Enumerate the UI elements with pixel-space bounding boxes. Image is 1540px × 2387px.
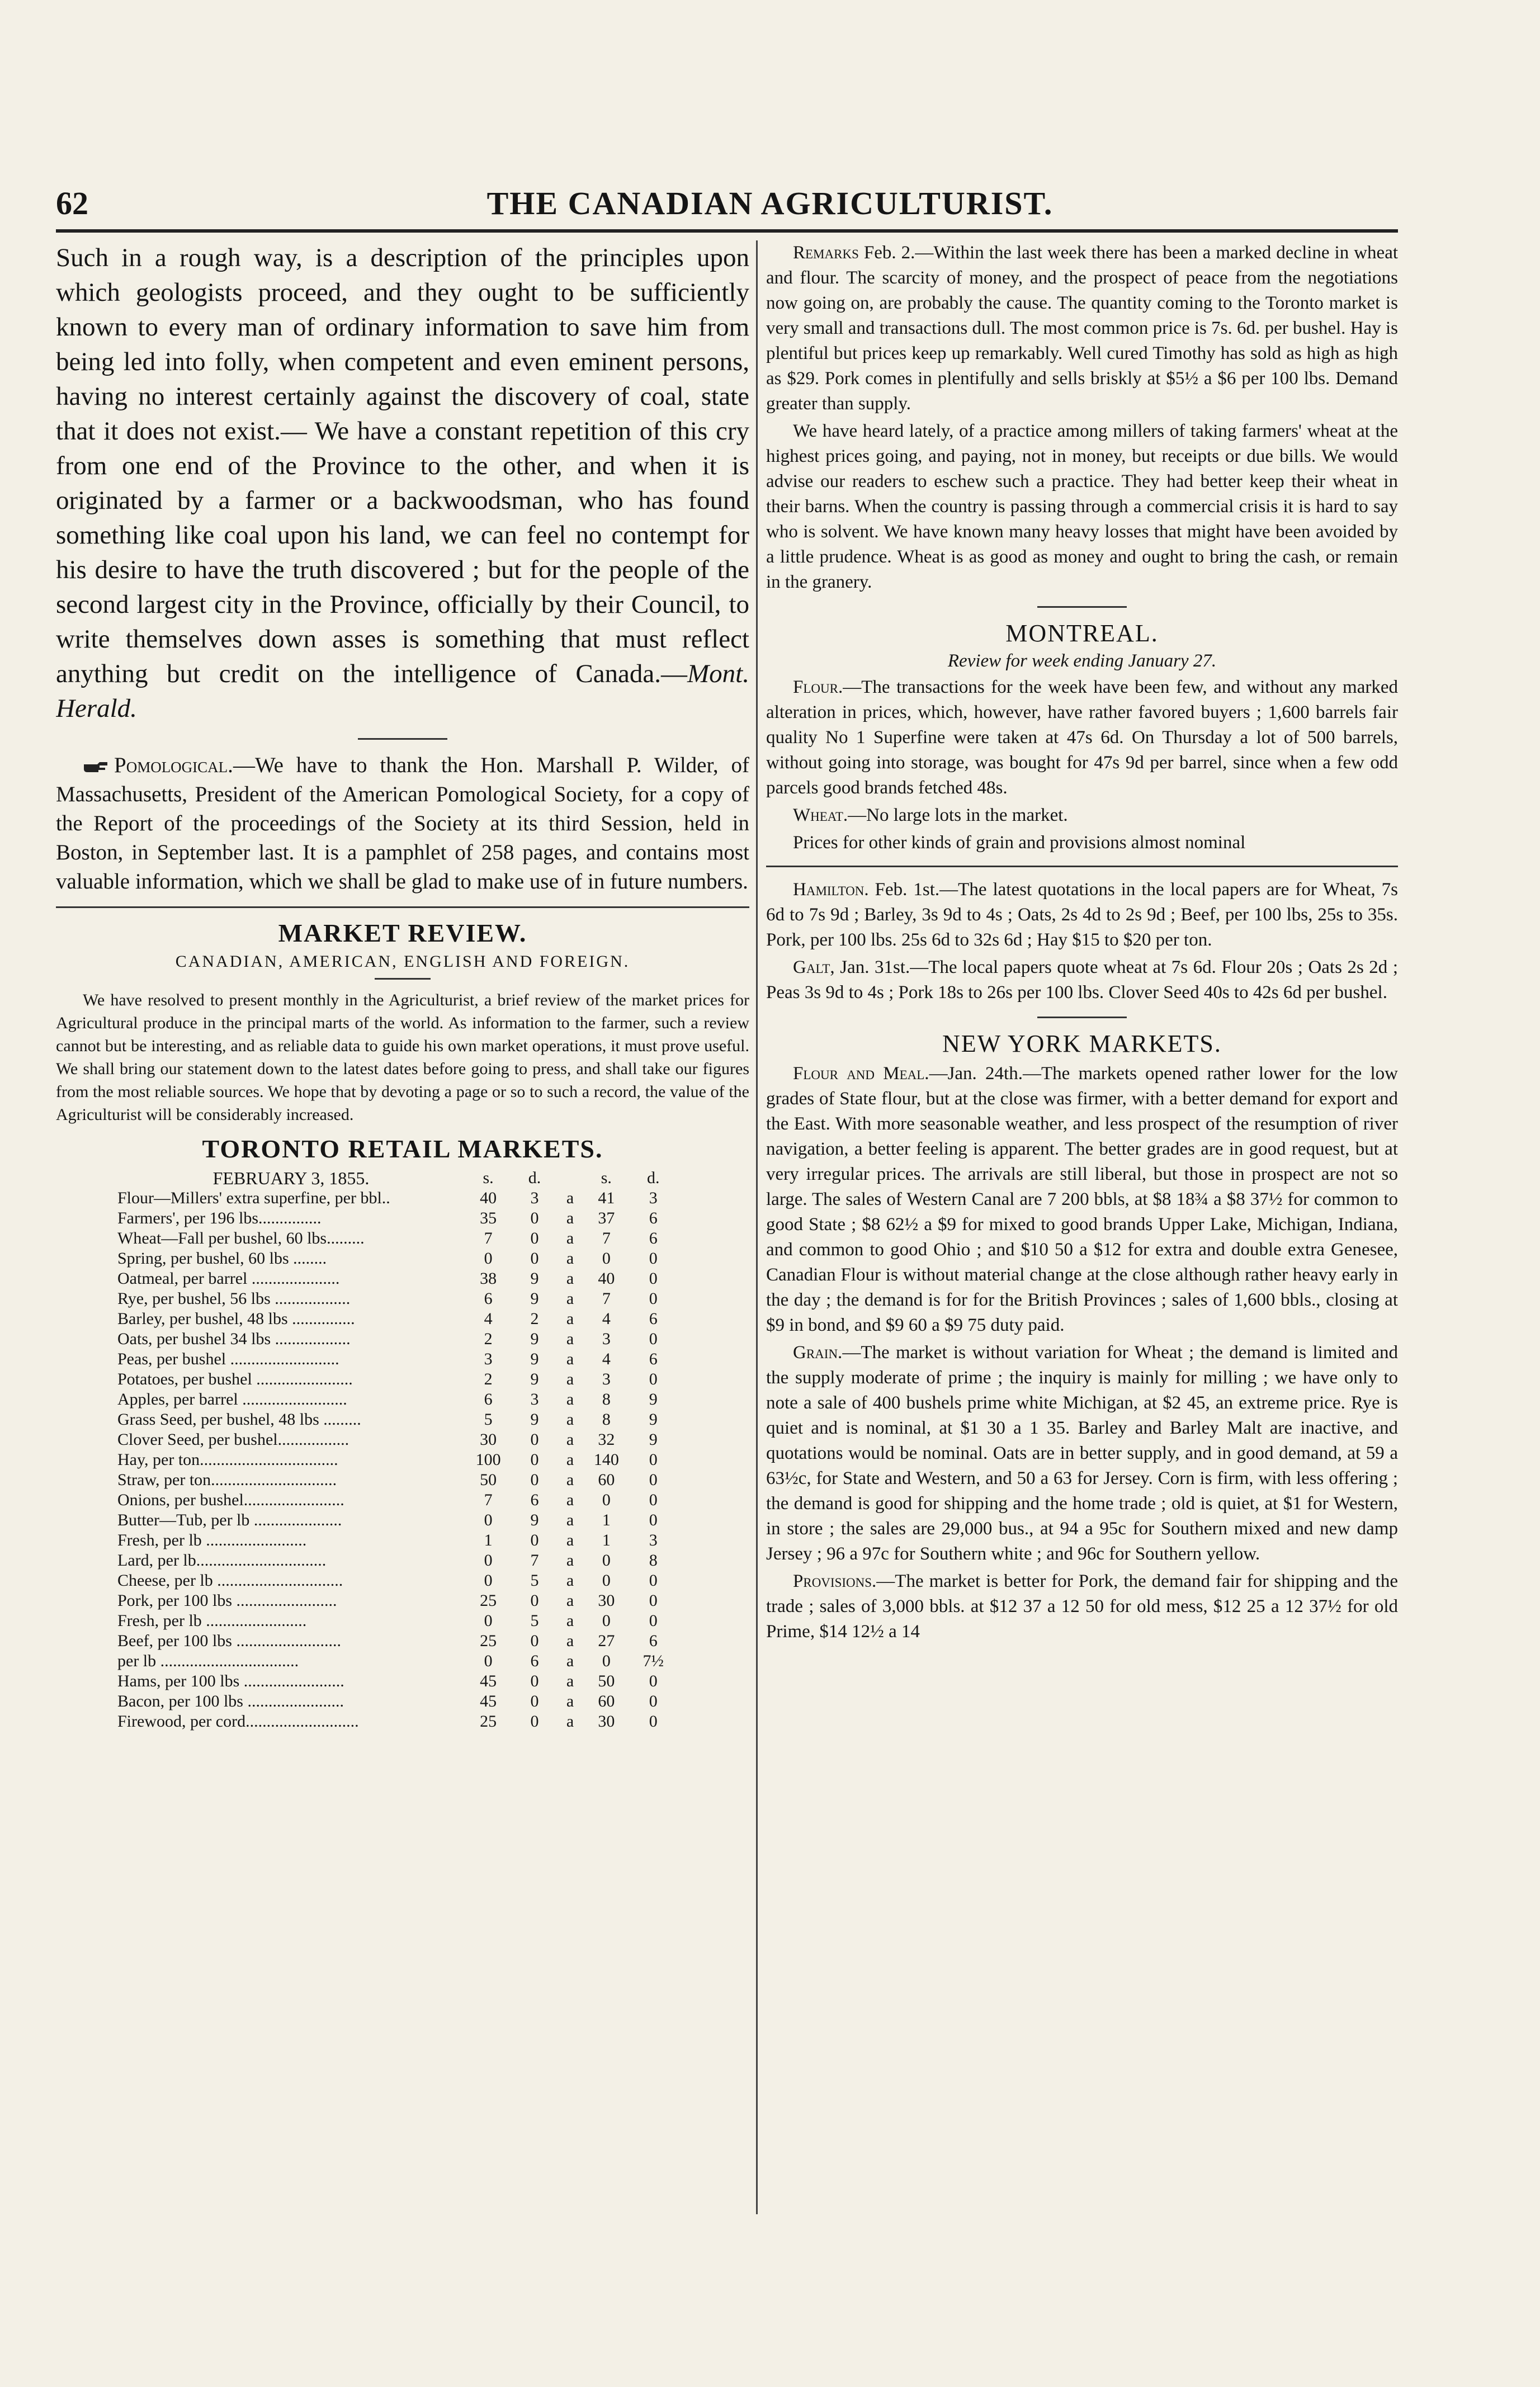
row-value: 9	[530, 1350, 539, 1368]
row-value: a	[566, 1249, 574, 1268]
row-value: 0	[602, 1551, 611, 1570]
row-value: 6	[649, 1632, 658, 1650]
row-item: Farmers', per 196 lbs...............	[117, 1209, 322, 1227]
row-value: 9	[530, 1289, 539, 1308]
wheat-label: Wheat.	[793, 805, 848, 825]
row-value: 0	[649, 1571, 658, 1590]
row-item: Oats, per bushel 34 lbs ..................	[117, 1330, 351, 1348]
market-review-subtitle: CANADIAN, AMERICAN, ENGLISH AND FOREIGN.	[175, 952, 630, 971]
row-value: 0	[649, 1269, 658, 1288]
row-value: a	[566, 1450, 574, 1469]
row-value: a	[566, 1410, 574, 1429]
grain-label: Grain.	[793, 1343, 843, 1363]
row-item: Onions, per bushel........................	[117, 1491, 344, 1509]
remarks-label: Remarks	[793, 243, 859, 263]
header-rule	[56, 229, 1398, 233]
section-rule	[56, 906, 749, 908]
provisions-label: Provisions.	[793, 1571, 877, 1591]
row-value: 5	[530, 1571, 539, 1590]
row-value: a	[566, 1189, 574, 1207]
row-value: 3	[649, 1531, 658, 1549]
table-row	[117, 1591, 677, 1611]
row-value: 41	[598, 1189, 615, 1207]
row-item: Hay, per ton.................................	[117, 1450, 338, 1469]
row-item: Spring, per bushel, 60 lbs ........	[117, 1249, 327, 1268]
row-item: Pork, per 100 lbs ........................	[117, 1591, 337, 1610]
row-value: 9	[530, 1330, 539, 1348]
row-value: 6	[649, 1229, 658, 1247]
page-number: 62	[56, 185, 88, 221]
row-value: 6	[649, 1310, 658, 1328]
wheat-text: —No large lots in the market.	[848, 805, 1068, 825]
row-value: 6	[484, 1390, 493, 1408]
row-value: 0	[602, 1571, 611, 1590]
row-value: a	[566, 1531, 574, 1549]
row-value: 0	[602, 1652, 611, 1670]
right-column	[766, 240, 1398, 1647]
row-value: 30	[598, 1712, 615, 1731]
ny-flour-report	[766, 1061, 1398, 1338]
row-value: 8	[649, 1551, 658, 1570]
table-row	[117, 1450, 677, 1470]
row-value: 37	[598, 1209, 615, 1227]
table-row	[117, 1651, 677, 1671]
row-value: 6	[530, 1652, 539, 1670]
row-value: 8	[602, 1390, 611, 1408]
row-value: a	[566, 1330, 574, 1348]
row-value: 0	[530, 1712, 539, 1731]
row-value: 6	[649, 1350, 658, 1368]
row-value: 50	[598, 1672, 615, 1690]
running-title: THE CANADIAN AGRICULTURIST.	[486, 185, 1054, 221]
row-value: 60	[598, 1692, 615, 1710]
row-item: Flour—Millers' extra superfine, per bbl..	[117, 1189, 390, 1207]
table-row	[117, 1631, 677, 1651]
row-value: 7	[484, 1229, 493, 1247]
ny-flour-label: Flour and Meal.	[793, 1063, 929, 1084]
ny-grain-report	[766, 1340, 1398, 1567]
remarks-text: Feb. 2.—Within the last week there has been a marked decline in wheat and flour. The scarcity of money, and the prospect of peace from the negotiations now going on, are probably the cause. The quantity coming to the Toronto market is very small and transactions dull. The most common price is 7s. 6d. per bushel. Hay is plentiful but prices keep up remarkably. Well cured Timothy has sold as high as high as $29. Pork comes in plentifully and sells briskly at $5½ a $6 per 100 lbs. Demand greater than supply.	[766, 243, 1398, 414]
column-header: s.	[483, 1169, 494, 1187]
hamilton-text: Feb. 1st.—The latest quotations in the local papers are for Wheat, 7s 6d to 7s 9d ; Barley, 3s 9d to 4s ; Oats, 2s 4d to 2s 9d ; Beef, per 100 lbs, 25s to 35s. Pork, per 100 lbs. 25s 6d to 32s 6d ; Hay $15 to $20 per ton.	[766, 880, 1398, 950]
row-value: 9	[530, 1410, 539, 1429]
row-value: 1	[602, 1511, 611, 1529]
row-value: 27	[598, 1632, 615, 1650]
montreal-subtitle: Review for week ending January 27.	[947, 651, 1217, 671]
row-value: 7	[602, 1229, 611, 1247]
row-value: 50	[480, 1471, 497, 1489]
row-item: Oatmeal, per barrel .....................	[117, 1269, 340, 1288]
table-row	[117, 1530, 677, 1551]
row-value: a	[566, 1692, 574, 1710]
row-value: 0	[649, 1672, 658, 1690]
row-item: Wheat—Fall per bushel, 60 lbs.........	[117, 1229, 365, 1247]
row-value: 45	[480, 1692, 497, 1710]
market-review-text: We have resolved to present monthly in the Agriculturist, a brief review of the market prices for Agricultural produce in the principal marts of the world. As information to the farmer, such a review cannot but be interesting, and as reliable data to guide his own market operations, it must prove useful. We shall bring our statement down to the latest dates before going to press, and shall take our figures from the most reliable sources. We hope that by devoting a page or so to such a record, the value of the Agriculturist will be considerably increased.	[56, 991, 749, 1124]
row-item: Firewood, per cord...........................	[117, 1712, 359, 1731]
montreal-title: MONTREAL.	[1005, 620, 1159, 647]
table-row	[117, 1510, 677, 1530]
row-value: 4	[484, 1310, 493, 1328]
row-value: 40	[480, 1189, 497, 1207]
row-value: 3	[602, 1330, 611, 1348]
column-divider	[756, 240, 758, 2214]
section-rule	[375, 978, 431, 980]
table-row	[117, 1389, 677, 1410]
row-value: 100	[475, 1450, 501, 1469]
row-value: a	[566, 1289, 574, 1308]
row-value: a	[566, 1209, 574, 1227]
row-value: 0	[530, 1430, 539, 1449]
flour-label: Flour.	[793, 677, 843, 697]
row-value: 0	[484, 1511, 493, 1529]
section-rule	[358, 738, 447, 740]
coal-article-text: Such in a rough way, is a description of the principles upon which geologists proceed, and they ought to be sufficiently known to every man of ordinary information to save him from being led into folly, when competent and even eminent persons, having no interest certainly against the discovery of coal, state that it does not exist.— We have a constant repetition of this cry from one end of the Province to the other, and when it is originated by a farmer or a backwoodsman, who has found something like coal upon his land, we can feel no contempt for his desire to have the truth discovered ; but for the people of the second largest city in the Province, officially by their Council, to write themselves down asses is something that must reflect anything but credit on the intelligence of Canada.—	[56, 243, 749, 688]
row-value: 140	[593, 1450, 619, 1469]
column-header: d.	[647, 1169, 660, 1187]
row-value: 7	[484, 1491, 493, 1509]
pomological-notice	[56, 751, 749, 896]
row-value: 3	[530, 1189, 539, 1207]
row-value: 0	[649, 1611, 658, 1630]
row-value: 7	[530, 1551, 539, 1570]
row-value: 9	[530, 1370, 539, 1388]
row-value: 32	[598, 1430, 615, 1449]
coal-article	[56, 240, 749, 726]
row-value: 38	[480, 1269, 497, 1288]
row-item: Beef, per 100 lbs .........................	[117, 1632, 341, 1650]
row-value: 25	[480, 1591, 497, 1610]
row-item: Clover Seed, per bushel.................	[117, 1430, 349, 1449]
table-row	[117, 1410, 677, 1430]
row-value: 0	[649, 1692, 658, 1710]
row-value: 2	[484, 1370, 493, 1388]
row-value: 0	[484, 1571, 493, 1590]
section-rule	[1037, 606, 1127, 608]
row-value: 0	[602, 1249, 611, 1268]
row-value: 2	[484, 1330, 493, 1348]
table-row	[117, 1309, 677, 1329]
row-value: 60	[598, 1471, 615, 1489]
row-value: a	[566, 1611, 574, 1630]
row-item: Fresh, per lb ........................	[117, 1611, 307, 1630]
montreal-flour	[766, 675, 1398, 801]
row-value: 0	[649, 1471, 658, 1489]
row-item: Bacon, per 100 lbs .......................	[117, 1692, 344, 1710]
row-value: 0	[530, 1209, 539, 1227]
row-value: a	[566, 1471, 574, 1489]
row-value: a	[566, 1390, 574, 1408]
table-row	[117, 1691, 677, 1712]
row-value: 0	[649, 1370, 658, 1388]
row-value: 0	[649, 1249, 658, 1268]
row-item: Grass Seed, per bushel, 48 lbs .........	[117, 1410, 361, 1429]
row-value: 0	[649, 1450, 658, 1469]
row-value: a	[566, 1491, 574, 1509]
row-value: 0	[484, 1551, 493, 1570]
table-row	[117, 1269, 677, 1289]
section-rule	[766, 866, 1398, 867]
hamilton-label: Hamilton.	[793, 880, 869, 900]
coal-article-source: Mont. Herald.	[56, 659, 749, 723]
hamilton-report	[766, 877, 1398, 953]
row-value: 30	[598, 1591, 615, 1610]
montreal-prices: Prices for other kinds of grain and provisions almost nominal	[793, 833, 1246, 853]
row-item: Barley, per bushel, 48 lbs ...............	[117, 1310, 355, 1328]
table-row	[117, 1490, 677, 1510]
row-value: 0	[530, 1450, 539, 1469]
row-item: Rye, per bushel, 56 lbs ..................	[117, 1289, 351, 1308]
galt-label: Galt,	[793, 957, 835, 977]
row-item: Fresh, per lb ........................	[117, 1531, 307, 1549]
table-row	[117, 1571, 677, 1591]
section-rule	[1037, 1017, 1127, 1018]
toronto-title: TORONTO RETAIL MARKETS.	[202, 1135, 603, 1163]
table-row	[117, 1470, 677, 1490]
row-value: 6	[484, 1289, 493, 1308]
table-date: FEBRUARY 3, 1855.	[212, 1168, 370, 1188]
table-row	[117, 1249, 677, 1269]
table-row	[117, 1671, 677, 1691]
table-row	[117, 1349, 677, 1369]
row-value: 25	[480, 1632, 497, 1650]
table-row	[117, 1289, 677, 1309]
table-header-row	[117, 1168, 677, 1188]
pomological-text: —We have to thank the Hon. Marshall P. Wilder, of Massachusetts, President of the American Pomological Society, for a copy of the Report of the proceedings of the Society at its third Session, held in Boston, in September last. It is a pamphlet of 258 pages, and contains most valuable information, which we shall be glad to make use of in future numbers.	[56, 753, 749, 894]
row-value: 0	[602, 1491, 611, 1509]
row-value: 3	[484, 1350, 493, 1368]
row-value: 7	[602, 1289, 611, 1308]
row-value: a	[566, 1571, 574, 1590]
galt-text: Jan. 31st.—The local papers quote wheat at 7s 6d. Flour 20s ; Oats 2s 2d ; Peas 3s 9d to 4s ; Pork 18s to 26s per 100 lbs. Clover Seed 40s to 42s 6d per bushel.	[766, 957, 1398, 1003]
remarks-paragraph	[766, 240, 1398, 417]
row-value: 3	[602, 1370, 611, 1388]
row-value: a	[566, 1269, 574, 1288]
table-row	[117, 1551, 677, 1571]
row-item: Hams, per 100 lbs ........................	[117, 1672, 344, 1690]
row-value: 25	[480, 1712, 497, 1731]
row-value: 0	[484, 1652, 493, 1670]
row-value: 0	[649, 1491, 658, 1509]
row-item: per lb .................................	[117, 1652, 299, 1670]
row-value: 0	[649, 1712, 658, 1731]
row-value: a	[566, 1511, 574, 1529]
row-value: a	[566, 1712, 574, 1731]
table-row	[117, 1208, 677, 1228]
row-item: Potatoes, per bushel .......................	[117, 1370, 353, 1388]
row-value: 9	[649, 1390, 658, 1408]
flour-text: —The transactions for the week have been few, and without any marked alteration in prices, which, however, have rather favored buyers ; 1,600 barrels fair quality No 1 Superfine were taken at 47s 6d. On Thursday a lot of 500 barrels, without going into storage, was bought for 47s 9d per barrel, since when a few odd parcels good brands fetched 48s.	[766, 677, 1398, 798]
row-value: 1	[484, 1531, 493, 1549]
left-column	[56, 240, 749, 1732]
row-value: 0	[649, 1591, 658, 1610]
row-value: 0	[530, 1591, 539, 1610]
row-value: a	[566, 1430, 574, 1449]
row-item: Straw, per ton..............................	[117, 1471, 337, 1489]
ny-provisions-report	[766, 1569, 1398, 1644]
newyork-title: NEW YORK MARKETS.	[942, 1030, 1222, 1057]
row-value: a	[566, 1229, 574, 1247]
montreal-wheat	[766, 803, 1398, 828]
table-row	[117, 1369, 677, 1389]
row-value: a	[566, 1652, 574, 1670]
remarks-paragraph-2: We have heard lately, of a practice among millers of taking farmers' wheat at the highest prices going, and paying, not in money, but receipts or due bills. We would advise our readers to eschew such a practice. They had better keep their wheat in their barns. When the country is passing through a commercial crisis it is hard to say who is solvent. We have known many heavy losses that might have been avoided by a little prudence. Wheat is as good as money and ought to bring the cash, or remain in the granery.	[766, 421, 1398, 592]
row-value: a	[566, 1632, 574, 1650]
row-value: 40	[598, 1269, 615, 1288]
row-value: 5	[530, 1611, 539, 1630]
row-value: 5	[484, 1410, 493, 1429]
row-value: 0	[530, 1672, 539, 1690]
toronto-price-table	[117, 1168, 677, 1732]
row-value: 0	[649, 1289, 658, 1308]
row-value: 9	[530, 1511, 539, 1529]
grain-text: —The market is without variation for Wheat ; the demand is limited and the supply moderate of prime ; the inquiry is mainly for milling ; we have only to note a sale of 400 bushels prime white Michigan, at $2 45, an extreme price. Rye is quiet and is nominal, at $1 30 a 1 35. Barley and Barley Malt are inactive, and quotations would be nominal. Oats are in better supply, and in good demand, at 59 a 63½c, for State and Western, and 50 a 63 for Jersey. Corn is firm, with less offering ; the demand is good for shipping and the home trade ; old is quiet, at $1 for Western, in store ; the sales are 29,000 bus., at 94 a 95c for Southern mixed and new damp Jersey ; 96 a 97c for Southern white ; and 96c for Southern yellow.	[766, 1343, 1398, 1564]
provisions-text: —The market is better for Pork, the demand fair for shipping and the trade ; sales of 3,000 bbls. at $12 37 a 12 50 for old mess, $12 25 a 12 37½ for old Prime, $14 12½ a 14	[766, 1571, 1398, 1642]
ny-flour-text: —Jan. 24th.—The markets opened rather lower for the low grades of State flour, but at the close was firmer, with a better demand for export and the East. With more seasonable weather, and less prospect of the resumption of river navigation, a better feeling is apparent. The better grades are in good request, but at very irregular prices. The arrivals are still liberal, but those in prospect are not so large. The sales of Western Canal are 7 200 bbls, at $8 18¾ a $8 37½ for common to good State ; $8 62½ a $9 for mixed to good brands Upper Lake, Michigan, Indiana, and common to good Ohio ; and $10 50 a $12 for extra and double extra Genesee, Canadian Flour is without material change at the close although rather heavy early in the day ; the demand is for for the British Provinces ; sales of 1,600 bbls., closing at $9 in bond, and $9 60 a $9 75 duty paid.	[766, 1063, 1398, 1335]
table-row	[117, 1329, 677, 1349]
row-item: Peas, per bushel ..........................	[117, 1350, 339, 1368]
row-value: 6	[530, 1491, 539, 1509]
row-value: 0	[530, 1229, 539, 1247]
row-value: 9	[649, 1410, 658, 1429]
row-value: 9	[530, 1269, 539, 1288]
row-value: 0	[484, 1249, 493, 1268]
row-value: 0	[530, 1249, 539, 1268]
row-value: 0	[649, 1511, 658, 1529]
row-value: a	[566, 1591, 574, 1610]
row-value: 3	[649, 1189, 658, 1207]
row-value: 3	[530, 1390, 539, 1408]
column-header: s.	[601, 1169, 612, 1187]
row-item: Apples, per barrel .........................	[117, 1390, 347, 1408]
row-value: 0	[530, 1471, 539, 1489]
market-review-title: MARKET REVIEW.	[278, 919, 527, 947]
row-value: 2	[530, 1310, 539, 1328]
column-header: d.	[528, 1169, 541, 1187]
table-row	[117, 1188, 677, 1208]
row-value: 0	[530, 1531, 539, 1549]
table-row	[117, 1712, 677, 1732]
row-value: 45	[480, 1672, 497, 1690]
row-value: 0	[649, 1330, 658, 1348]
table-row	[117, 1430, 677, 1450]
table-row	[117, 1611, 677, 1631]
row-item: Butter—Tub, per lb .....................	[117, 1511, 342, 1529]
row-value: 7½	[643, 1652, 664, 1670]
row-value: 0	[602, 1611, 611, 1630]
row-value: 9	[649, 1430, 658, 1449]
row-value: a	[566, 1310, 574, 1328]
row-item: Lard, per lb...............................	[117, 1551, 327, 1570]
row-value: a	[566, 1551, 574, 1570]
row-value: 0	[530, 1692, 539, 1710]
row-value: 6	[649, 1209, 658, 1227]
pointing-hand-icon	[83, 760, 108, 774]
row-value: a	[566, 1672, 574, 1690]
row-value: a	[566, 1350, 574, 1368]
row-value: 4	[602, 1310, 611, 1328]
row-value: 1	[602, 1531, 611, 1549]
row-item: Cheese, per lb ..............................	[117, 1571, 343, 1590]
table-row	[117, 1228, 677, 1249]
row-value: 35	[480, 1209, 497, 1227]
row-value: a	[566, 1370, 574, 1388]
row-value: 8	[602, 1410, 611, 1429]
row-value: 4	[602, 1350, 611, 1368]
row-value: 0	[484, 1611, 493, 1630]
pomological-label: Pomological.	[114, 753, 233, 777]
galt-report	[766, 955, 1398, 1005]
row-value: 30	[480, 1430, 497, 1449]
row-value: 0	[530, 1632, 539, 1650]
